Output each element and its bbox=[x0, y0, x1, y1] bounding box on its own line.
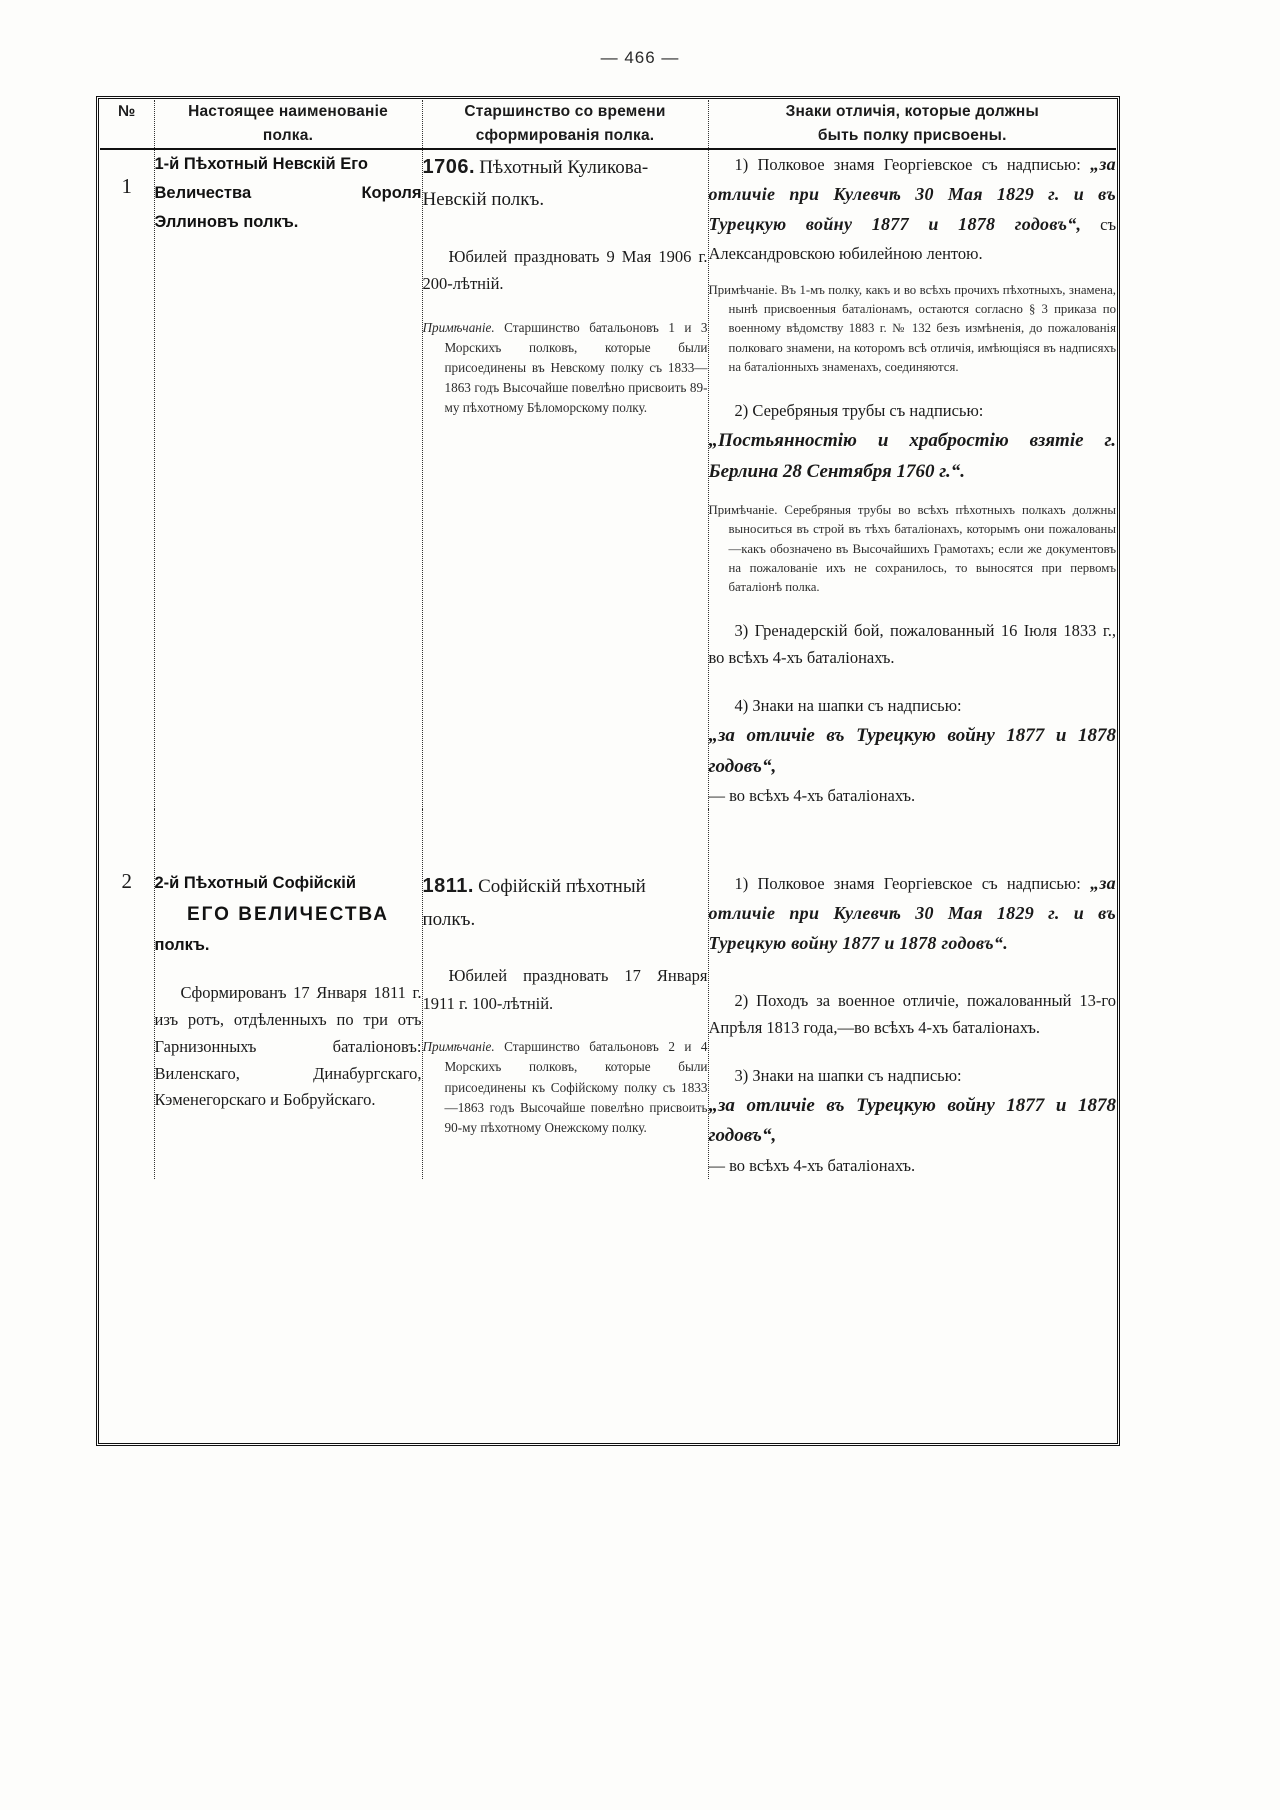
distinction-item-1 bbox=[709, 869, 1117, 959]
distinction-3-quote: „за отличіе въ Турецкую войну 1877 и 1878 годовъ“, bbox=[708, 1095, 1116, 1147]
regiment-title bbox=[155, 150, 422, 237]
seniority-title: Пѣхотный Куликова- bbox=[479, 157, 649, 179]
seniority-note-text: Старшинство батальоновъ 2 и 4 Морскихъ полковъ, которые были присоединены къ Софійскому полку съ 1833—1863 годъ Высочайше повелѣно присвоить 90-му пѣхотному Онежскому полку. bbox=[444, 1039, 708, 1135]
distinction-1-note-label: Примѣчаніе. bbox=[708, 283, 778, 298]
regiment-title-line2: Величества Короля bbox=[154, 183, 422, 202]
header-distinctions-line1: Знаки отличія, которые должны bbox=[785, 103, 1039, 120]
seniority-heading bbox=[423, 150, 708, 217]
header-regiment-name-line2: полка. bbox=[262, 127, 314, 145]
distinction-1-tail: съ Александровскою юбилейною лентою. bbox=[708, 214, 1116, 263]
header-distinctions bbox=[708, 100, 1116, 148]
regiment-title-line3: полкъ. bbox=[154, 936, 210, 955]
seniority-title-line2: Невскій полкъ. bbox=[422, 189, 545, 211]
row-regiment-name-cell bbox=[154, 149, 422, 809]
distinction-2-note-label: Примѣчаніе. bbox=[708, 503, 778, 518]
distinction-1-quote: „за отличіе при Кулевчѣ 30 Мая 1829 г. и въ Турецкую войну 1877 и 1878 годовъ“. bbox=[708, 873, 1116, 954]
header-regiment-name bbox=[154, 100, 422, 148]
row-seniority-cell bbox=[422, 149, 708, 809]
regiment-title-line1: 2-й Пѣхотный Софійскій bbox=[154, 874, 356, 893]
distinction-1-note bbox=[709, 281, 1117, 377]
distinction-item-4 bbox=[709, 692, 1117, 810]
distinction-4-lead: 4) Знаки на шапки съ надписью: bbox=[734, 695, 962, 715]
distinction-1-lead: 1) Полковое знамя Георгіевское съ надписью: bbox=[734, 155, 1091, 175]
header-regiment-name-line1: Настоящее наименованіе bbox=[188, 103, 388, 120]
regiment-formation-text: Сформированъ 17 Января 1811 г. изъ ротъ, отдѣленныхъ по три отъ Гарнизонныхъ баталіоновъ: Виленскаго, Динабургскаго, Кэменегорскаго и Бобруйскаго. bbox=[154, 983, 422, 1110]
distinction-item-2 bbox=[709, 397, 1117, 487]
distinction-2-quote: „Постьянностію и храбростію взятіе г. Берлина 28 Сентября 1760 г.“. bbox=[708, 430, 1116, 482]
row-regiment-name-cell bbox=[154, 809, 422, 1179]
distinction-2-note-text: Серебряныя трубы во всѣхъ пѣхотныхъ полкахъ должны выноситься въ строй въ тѣхъ баталіонахъ, которымъ они пожалованы—какъ обозначено въ Высочайшихъ Грамотахъ; если же документовъ на пожалованіе ихъ не сохранилось, то выносятся при первомъ баталіонѣ полка. bbox=[728, 503, 1117, 594]
registry-table-wrapper bbox=[100, 100, 1116, 1442]
regiment-title-line1: 1-й Пѣхотный Невскій Его bbox=[154, 155, 368, 174]
row-distinctions-cell bbox=[708, 809, 1116, 1179]
distinction-2-lead: 2) Серебряныя трубы съ надписью: bbox=[734, 400, 984, 420]
seniority-note-label: Примѣчаніе. bbox=[422, 1039, 495, 1055]
distinction-item-3 bbox=[709, 1062, 1117, 1180]
table-header-row bbox=[100, 100, 1116, 148]
header-distinctions-line2: быть полку присвоены. bbox=[817, 127, 1007, 145]
registry-table bbox=[100, 100, 1116, 1179]
header-seniority bbox=[422, 100, 708, 148]
header-number: № bbox=[118, 103, 136, 120]
distinction-4-quote: „за отличіе въ Турецкую войну 1877 и 1878 годовъ“, bbox=[708, 725, 1116, 777]
distinction-1-quote: „за отличіе при Кулевчѣ 30 Мая 1829 г. и въ Турецкую войну 1877 и 1878 годовъ“, bbox=[708, 154, 1116, 234]
seniority-title: Софійскій пѣхотный bbox=[478, 876, 646, 898]
table-row bbox=[100, 149, 1116, 809]
distinction-4-tail: — во всѣхъ 4-хъ баталіонахъ. bbox=[708, 785, 916, 805]
distinction-item-1 bbox=[709, 150, 1117, 267]
seniority-heading bbox=[423, 869, 708, 936]
row-seniority-cell bbox=[422, 809, 708, 1179]
distinction-3-tail: — во всѣхъ 4-хъ баталіонахъ. bbox=[708, 1155, 916, 1175]
header-seniority-line1: Старшинство со времени bbox=[464, 103, 666, 120]
seniority-year: 1811. bbox=[422, 875, 474, 898]
page-number: — 466 — bbox=[600, 48, 680, 67]
seniority-note bbox=[423, 1037, 708, 1137]
row-distinctions-cell bbox=[708, 149, 1116, 809]
header-seniority-line2: сформированія полка. bbox=[475, 127, 655, 145]
seniority-year: 1706. bbox=[422, 156, 476, 179]
distinction-1-lead: 1) Полковое знамя Георгіевское съ надписью: bbox=[734, 874, 1091, 894]
regiment-title bbox=[155, 869, 422, 960]
distinction-item-2: 2) Походъ за военное отличіе, пожалованный 13-го Апрѣля 1813 года,—во всѣхъ 4-хъ баталіонахъ. bbox=[708, 990, 1116, 1038]
seniority-note bbox=[423, 318, 708, 418]
seniority-note-label: Примѣчаніе. bbox=[422, 320, 495, 336]
jubilee-text: Юбилей праздновать 17 Января 1911 г. 100-лѣтній. bbox=[422, 965, 708, 1013]
regiment-title-line2: ЕГО ВЕЛИЧЕСТВА bbox=[186, 904, 389, 926]
distinction-3-lead: 3) Знаки на шапки съ надписью: bbox=[734, 1065, 962, 1085]
table-row bbox=[100, 809, 1116, 1179]
seniority-title-line2: полкъ. bbox=[422, 908, 476, 930]
distinction-item-3: 3) Гренадерскій бой, пожалованный 16 Іюля 1833 г., во всѣхъ 4-хъ баталіонахъ. bbox=[708, 621, 1116, 668]
spacer bbox=[709, 959, 1117, 967]
distinction-1-note-text: Въ 1-мъ полку, какъ и во всѣхъ прочихъ пѣхотныхъ, знамена, нынѣ присвоенныя баталіонамъ, остаются согласно § 3 приказа по военному вѣдомству 1883 г. № 132 безъ измѣненія, до пожалованія полковаго знамени, на которомъ всѣ отличія, имѣющіяся въ надписяхъ на баталіонныхъ знаменахъ, соединяются. bbox=[728, 283, 1117, 374]
row-number: 2 bbox=[121, 869, 132, 894]
row-number: 1 bbox=[121, 174, 132, 199]
regiment-title-line3: Эллиновъ полкъ. bbox=[154, 212, 299, 231]
jubilee-text: Юбилей праздновать 9 Мая 1906 г. 200-лѣтній. bbox=[422, 246, 708, 294]
distinction-2-note bbox=[709, 501, 1117, 597]
seniority-note-text: Старшинство батальоновъ 1 и 3 Морскихъ полковъ, которые были присоединены въ Невскому полку съ 1833—1863 годъ Высочайше повелѣно присвоить 89-му пѣхотному Бѣломорскому полку. bbox=[444, 320, 708, 416]
